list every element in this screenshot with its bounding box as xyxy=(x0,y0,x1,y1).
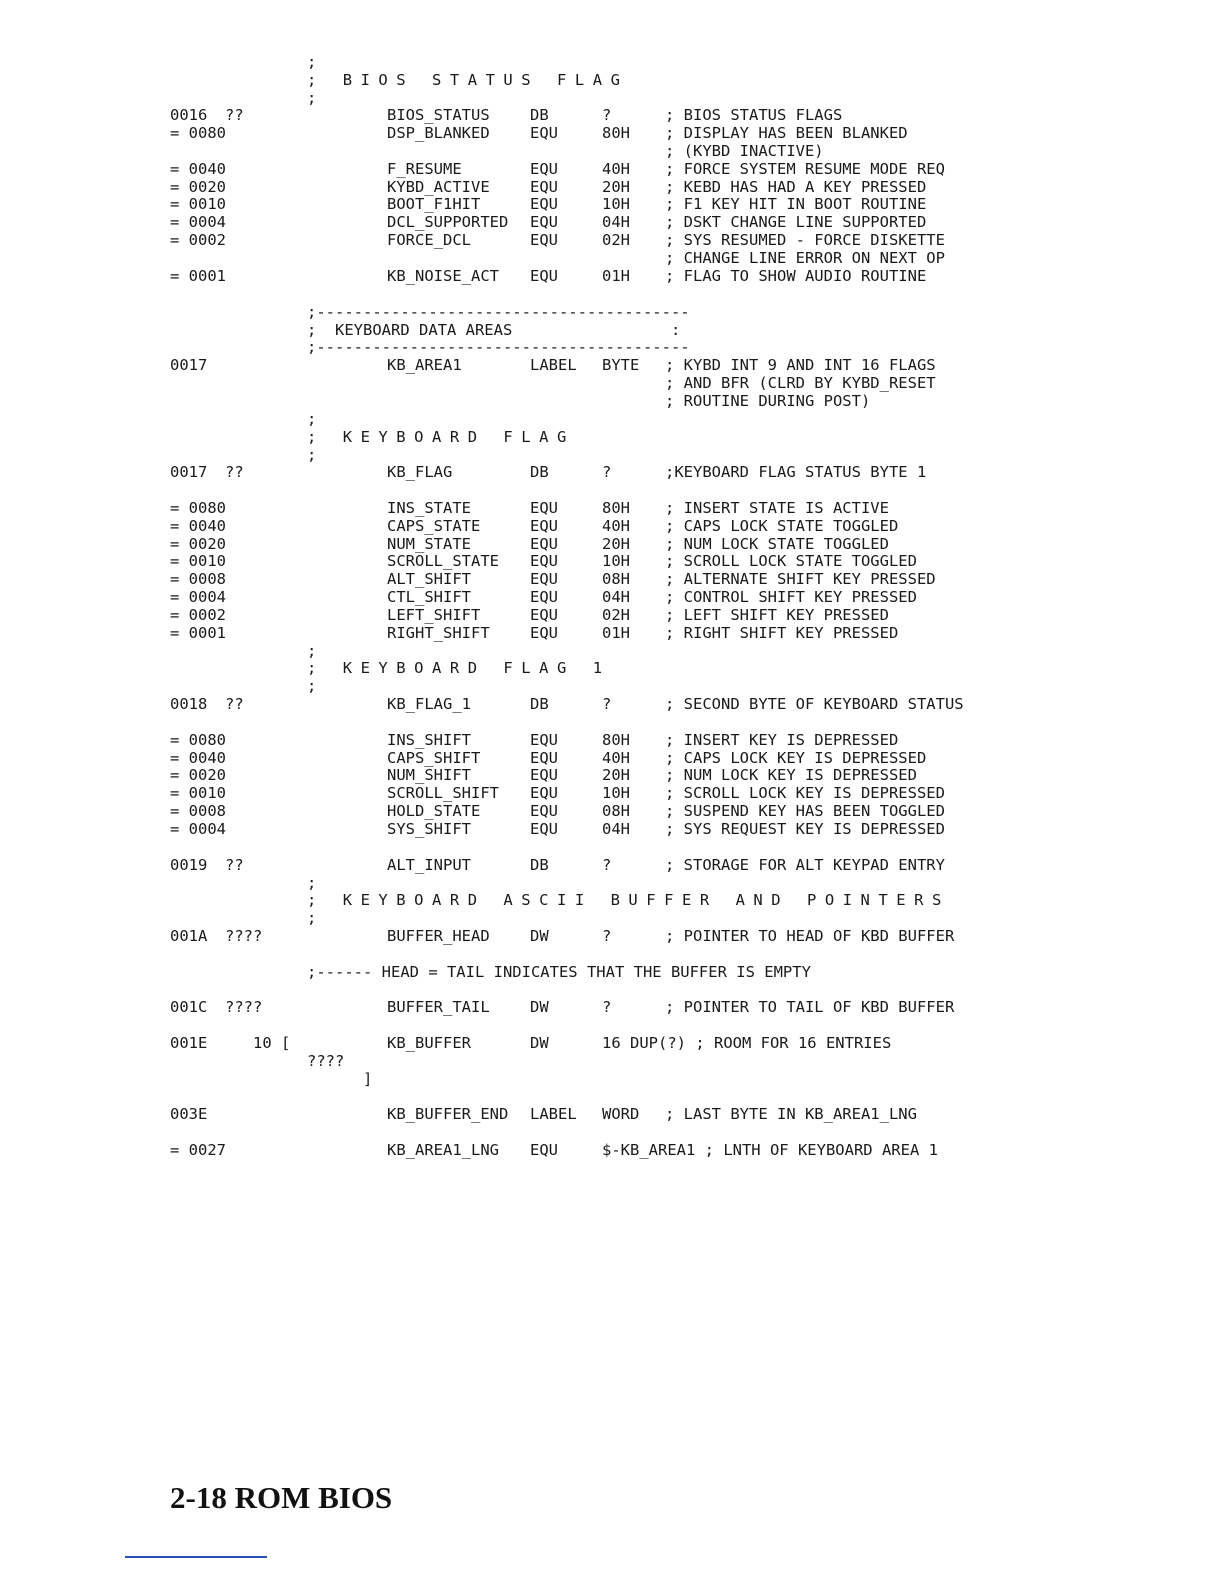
directive: EQU xyxy=(530,570,558,588)
listing-line xyxy=(0,890,1224,910)
symbol-name: CAPS_STATE xyxy=(387,517,481,535)
symbol-name: HOLD_STATE xyxy=(387,802,481,820)
section-heading: ; KEYBOARD ASCII BUFFER AND POINTERS xyxy=(307,891,950,909)
symbol-name: DSP_BLANKED xyxy=(387,124,490,142)
comment: ; INSERT KEY IS DEPRESSED xyxy=(665,731,899,749)
comment: ; ALTERNATE SHIFT KEY PRESSED xyxy=(665,570,936,588)
address: = 0010 xyxy=(170,552,226,570)
symbol-name: BUFFER_HEAD xyxy=(387,927,490,945)
listing-line xyxy=(0,926,1224,946)
address: = 0040 xyxy=(170,517,226,535)
comment: ; SCROLL LOCK KEY IS DEPRESSED xyxy=(665,784,945,802)
operand: 10H xyxy=(602,195,630,213)
listing-line xyxy=(0,730,1224,750)
value: ?? xyxy=(225,463,244,481)
directive: EQU xyxy=(530,552,558,570)
symbol-name: DCL_SUPPORTED xyxy=(387,213,509,231)
operand: ? xyxy=(602,856,612,874)
symbol-name: INS_SHIFT xyxy=(387,731,471,749)
comment: ; POINTER TO TAIL OF KBD BUFFER xyxy=(665,998,955,1016)
listing-line xyxy=(0,391,1224,411)
symbol-name: LEFT_SHIFT xyxy=(387,606,481,624)
address: 0018 xyxy=(170,695,208,713)
semicolon: ; xyxy=(307,677,317,695)
directive: EQU xyxy=(530,178,558,196)
directive: EQU xyxy=(530,160,558,178)
directive: EQU xyxy=(530,231,558,249)
listing-line xyxy=(0,623,1224,643)
semicolon: ; xyxy=(307,89,317,107)
listing-line xyxy=(0,658,1224,678)
symbol-name: KB_BUFFER xyxy=(387,1034,471,1052)
comment: ; FORCE SYSTEM RESUME MODE REQ xyxy=(665,160,945,178)
operand: 01H xyxy=(602,624,630,642)
address: 0016 xyxy=(170,106,208,124)
comment: ; CONTROL SHIFT KEY PRESSED xyxy=(665,588,917,606)
address: = 0020 xyxy=(170,535,226,553)
comment: ; SECOND BYTE OF KEYBOARD STATUS xyxy=(665,695,964,713)
semicolon: ; xyxy=(307,410,317,428)
operand: 02H xyxy=(602,231,630,249)
comment: ; CHANGE LINE ERROR ON NEXT OP xyxy=(665,249,945,267)
operand: 40H xyxy=(602,517,630,535)
directive: DW xyxy=(530,927,549,945)
address: = 0020 xyxy=(170,766,226,784)
comment: ; DSKT CHANGE LINE SUPPORTED xyxy=(665,213,927,231)
address: = 0004 xyxy=(170,213,226,231)
listing-line xyxy=(0,694,1224,714)
operand: 04H xyxy=(602,820,630,838)
symbol-name: KB_FLAG xyxy=(387,463,453,481)
symbol-name: BUFFER_TAIL xyxy=(387,998,490,1016)
listing-line xyxy=(0,70,1224,90)
directive: EQU xyxy=(530,517,558,535)
listing-line xyxy=(0,1069,1224,1089)
semicolon: ; xyxy=(307,53,317,71)
listing-line xyxy=(0,427,1224,447)
operand: $-KB_AREA1 ; LNTH OF KEYBOARD AREA 1 xyxy=(602,1141,938,1159)
symbol-name: KB_NOISE_ACT xyxy=(387,267,499,285)
comment: ; STORAGE FOR ALT KEYPAD ENTRY xyxy=(665,856,945,874)
directive: DB xyxy=(530,106,549,124)
operand: 01H xyxy=(602,267,630,285)
value: 10 [ xyxy=(225,1034,291,1052)
address: = 0080 xyxy=(170,731,226,749)
listing-line xyxy=(0,212,1224,232)
comment: ; FLAG TO SHOW AUDIO ROUTINE xyxy=(665,267,927,285)
comment: ; BIOS STATUS FLAGS xyxy=(665,106,843,124)
address: = 0001 xyxy=(170,624,226,642)
listing-line xyxy=(0,248,1224,268)
listing-line xyxy=(0,1104,1224,1124)
semicolon: ] xyxy=(307,1070,373,1088)
symbol-name: KB_AREA1 xyxy=(387,356,462,374)
operand: 20H xyxy=(602,178,630,196)
separator-line: ;---------------------------------------- xyxy=(307,303,690,321)
address: 0019 xyxy=(170,856,208,874)
listing-line xyxy=(0,141,1224,161)
operand: ? xyxy=(602,463,612,481)
symbol-name: CAPS_SHIFT xyxy=(387,749,481,767)
directive: EQU xyxy=(530,766,558,784)
listing-line xyxy=(0,52,1224,72)
address: 001C xyxy=(170,998,208,1016)
separator-line: ;------ HEAD = TAIL INDICATES THAT THE BUFFER IS EMPTY xyxy=(307,963,811,981)
symbol-name: KB_BUFFER_END xyxy=(387,1105,509,1123)
comment: ; KEBD HAS HAD A KEY PRESSED xyxy=(665,178,927,196)
address: = 0010 xyxy=(170,784,226,802)
comment: ; F1 KEY HIT IN BOOT ROUTINE xyxy=(665,195,927,213)
operand: 04H xyxy=(602,213,630,231)
operand: 40H xyxy=(602,160,630,178)
comment: ; INSERT STATE IS ACTIVE xyxy=(665,499,889,517)
comment: ; NUM LOCK KEY IS DEPRESSED xyxy=(665,766,917,784)
directive: DW xyxy=(530,998,549,1016)
semicolon: ???? xyxy=(307,1052,345,1070)
address: = 0008 xyxy=(170,802,226,820)
operand: 02H xyxy=(602,606,630,624)
symbol-name: CTL_SHIFT xyxy=(387,588,471,606)
address: = 0020 xyxy=(170,178,226,196)
listing-line xyxy=(0,373,1224,393)
address: = 0080 xyxy=(170,499,226,517)
symbol-name: FORCE_DCL xyxy=(387,231,471,249)
address: = 0001 xyxy=(170,267,226,285)
operand: 04H xyxy=(602,588,630,606)
directive: LABEL xyxy=(530,356,577,374)
listing-line xyxy=(0,302,1224,322)
address: = 0004 xyxy=(170,588,226,606)
symbol-name: ALT_INPUT xyxy=(387,856,471,874)
address: = 0002 xyxy=(170,606,226,624)
listing-line xyxy=(0,765,1224,785)
comment: ; KYBD INT 9 AND INT 16 FLAGS xyxy=(665,356,936,374)
section-heading: ; KEYBOARD FLAG 1 xyxy=(307,659,611,677)
operand: 08H xyxy=(602,570,630,588)
section-heading: ; BIOS STATUS FLAG xyxy=(307,71,629,89)
value: ?? xyxy=(225,106,244,124)
operand: ? xyxy=(602,106,612,124)
listing-line xyxy=(0,997,1224,1017)
address: = 0010 xyxy=(170,195,226,213)
directive: EQU xyxy=(530,213,558,231)
comment: ; LEFT SHIFT KEY PRESSED xyxy=(665,606,889,624)
symbol-name: F_RESUME xyxy=(387,160,462,178)
symbol-name: KB_AREA1_LNG xyxy=(387,1141,499,1159)
comment: ; (KYBD INACTIVE) xyxy=(665,142,824,160)
comment: ; LAST BYTE IN KB_AREA1_LNG xyxy=(665,1105,917,1123)
directive: DB xyxy=(530,695,549,713)
semicolon: ; xyxy=(307,642,317,660)
address: = 0080 xyxy=(170,124,226,142)
operand: 10H xyxy=(602,784,630,802)
directive: EQU xyxy=(530,124,558,142)
listing-line xyxy=(0,676,1224,696)
comment: ; DISPLAY HAS BEEN BLANKED xyxy=(665,124,908,142)
listing-line xyxy=(0,962,1224,982)
directive: EQU xyxy=(530,588,558,606)
separator-line: ; KEYBOARD DATA AREAS : xyxy=(307,321,681,339)
value: ???? xyxy=(225,998,263,1016)
address: = 0004 xyxy=(170,820,226,838)
separator-line: ;---------------------------------------- xyxy=(307,338,690,356)
operand: BYTE xyxy=(602,356,640,374)
address: = 0040 xyxy=(170,749,226,767)
value: ???? xyxy=(225,927,263,945)
symbol-name: BOOT_F1HIT xyxy=(387,195,481,213)
directive: EQU xyxy=(530,820,558,838)
symbol-name: BIOS_STATUS xyxy=(387,106,490,124)
value: ?? xyxy=(225,856,244,874)
directive: DW xyxy=(530,1034,549,1052)
operand: 40H xyxy=(602,749,630,767)
directive: EQU xyxy=(530,499,558,517)
symbol-name: KYBD_ACTIVE xyxy=(387,178,490,196)
address: 001A xyxy=(170,927,208,945)
comment: ; AND BFR (CLRD BY KYBD_RESET xyxy=(665,374,936,392)
address: 0017 xyxy=(170,463,208,481)
listing-line xyxy=(0,355,1224,375)
directive: LABEL xyxy=(530,1105,577,1123)
listing-line xyxy=(0,230,1224,250)
symbol-name: RIGHT_SHIFT xyxy=(387,624,490,642)
directive: EQU xyxy=(530,624,558,642)
listing-line xyxy=(0,551,1224,571)
listing-line xyxy=(0,159,1224,179)
footer-rule xyxy=(125,1556,267,1558)
operand: ? xyxy=(602,695,612,713)
operand: ? xyxy=(602,998,612,1016)
listing-line xyxy=(0,498,1224,518)
operand: 80H xyxy=(602,731,630,749)
listing-line xyxy=(0,908,1224,928)
directive: DB xyxy=(530,856,549,874)
symbol-name: SYS_SHIFT xyxy=(387,820,471,838)
directive: EQU xyxy=(530,731,558,749)
listing-line xyxy=(0,569,1224,589)
semicolon: ; xyxy=(307,874,317,892)
directive: EQU xyxy=(530,195,558,213)
value: ?? xyxy=(225,695,244,713)
listing-line xyxy=(0,194,1224,214)
symbol-name: NUM_SHIFT xyxy=(387,766,471,784)
address: = 0002 xyxy=(170,231,226,249)
address: = 0027 xyxy=(170,1141,226,1159)
page-footer: 2-18 ROM BIOS xyxy=(170,1480,393,1515)
listing-line xyxy=(0,587,1224,607)
symbol-name: NUM_STATE xyxy=(387,535,471,553)
directive: DB xyxy=(530,463,549,481)
operand: 80H xyxy=(602,499,630,517)
listing-line xyxy=(0,337,1224,357)
address: 0017 xyxy=(170,356,208,374)
comment: ; RIGHT SHIFT KEY PRESSED xyxy=(665,624,899,642)
operand: 16 DUP(?) ; ROOM FOR 16 ENTRIES xyxy=(602,1034,892,1052)
listing-line xyxy=(0,105,1224,125)
directive: EQU xyxy=(530,784,558,802)
operand: 10H xyxy=(602,552,630,570)
comment: ; CAPS LOCK STATE TOGGLED xyxy=(665,517,899,535)
comment: ; ROUTINE DURING POST) xyxy=(665,392,871,410)
section-heading: ; KEYBOARD FLAG xyxy=(307,428,575,446)
directive: EQU xyxy=(530,606,558,624)
listing-line xyxy=(0,801,1224,821)
comment: ; SCROLL LOCK STATE TOGGLED xyxy=(665,552,917,570)
semicolon: ; xyxy=(307,909,317,927)
symbol-name: INS_STATE xyxy=(387,499,471,517)
directive: EQU xyxy=(530,535,558,553)
listing-line xyxy=(0,1033,1224,1053)
comment: ; SUSPEND KEY HAS BEEN TOGGLED xyxy=(665,802,945,820)
listing-line xyxy=(0,516,1224,536)
listing-line xyxy=(0,819,1224,839)
listing-line xyxy=(0,462,1224,482)
address: = 0008 xyxy=(170,570,226,588)
listing-line xyxy=(0,855,1224,875)
directive: EQU xyxy=(530,802,558,820)
directive: EQU xyxy=(530,749,558,767)
address: 001E xyxy=(170,1034,208,1052)
operand: 20H xyxy=(602,535,630,553)
listing-line xyxy=(0,123,1224,143)
operand: WORD xyxy=(602,1105,640,1123)
comment: ; POINTER TO HEAD OF KBD BUFFER xyxy=(665,927,955,945)
address: 003E xyxy=(170,1105,208,1123)
symbol-name: ALT_SHIFT xyxy=(387,570,471,588)
comment: ; SYS REQUEST KEY IS DEPRESSED xyxy=(665,820,945,838)
listing-line xyxy=(0,409,1224,429)
symbol-name: SCROLL_SHIFT xyxy=(387,784,499,802)
address: = 0040 xyxy=(170,160,226,178)
operand: 20H xyxy=(602,766,630,784)
comment: ; CAPS LOCK KEY IS DEPRESSED xyxy=(665,749,927,767)
listing-line xyxy=(0,605,1224,625)
listing-line xyxy=(0,1140,1224,1160)
comment: ; SYS RESUMED - FORCE DISKETTE xyxy=(665,231,945,249)
semicolon: ; xyxy=(307,446,317,464)
listing-line xyxy=(0,783,1224,803)
operand: 80H xyxy=(602,124,630,142)
listing-line xyxy=(0,1051,1224,1071)
symbol-name: KB_FLAG_1 xyxy=(387,695,471,713)
comment: ;KEYBOARD FLAG STATUS BYTE 1 xyxy=(665,463,927,481)
comment: ; NUM LOCK STATE TOGGLED xyxy=(665,535,889,553)
operand: ? xyxy=(602,927,612,945)
directive: EQU xyxy=(530,267,558,285)
directive: EQU xyxy=(530,1141,558,1159)
listing-line xyxy=(0,266,1224,286)
symbol-name: SCROLL_STATE xyxy=(387,552,499,570)
operand: 08H xyxy=(602,802,630,820)
